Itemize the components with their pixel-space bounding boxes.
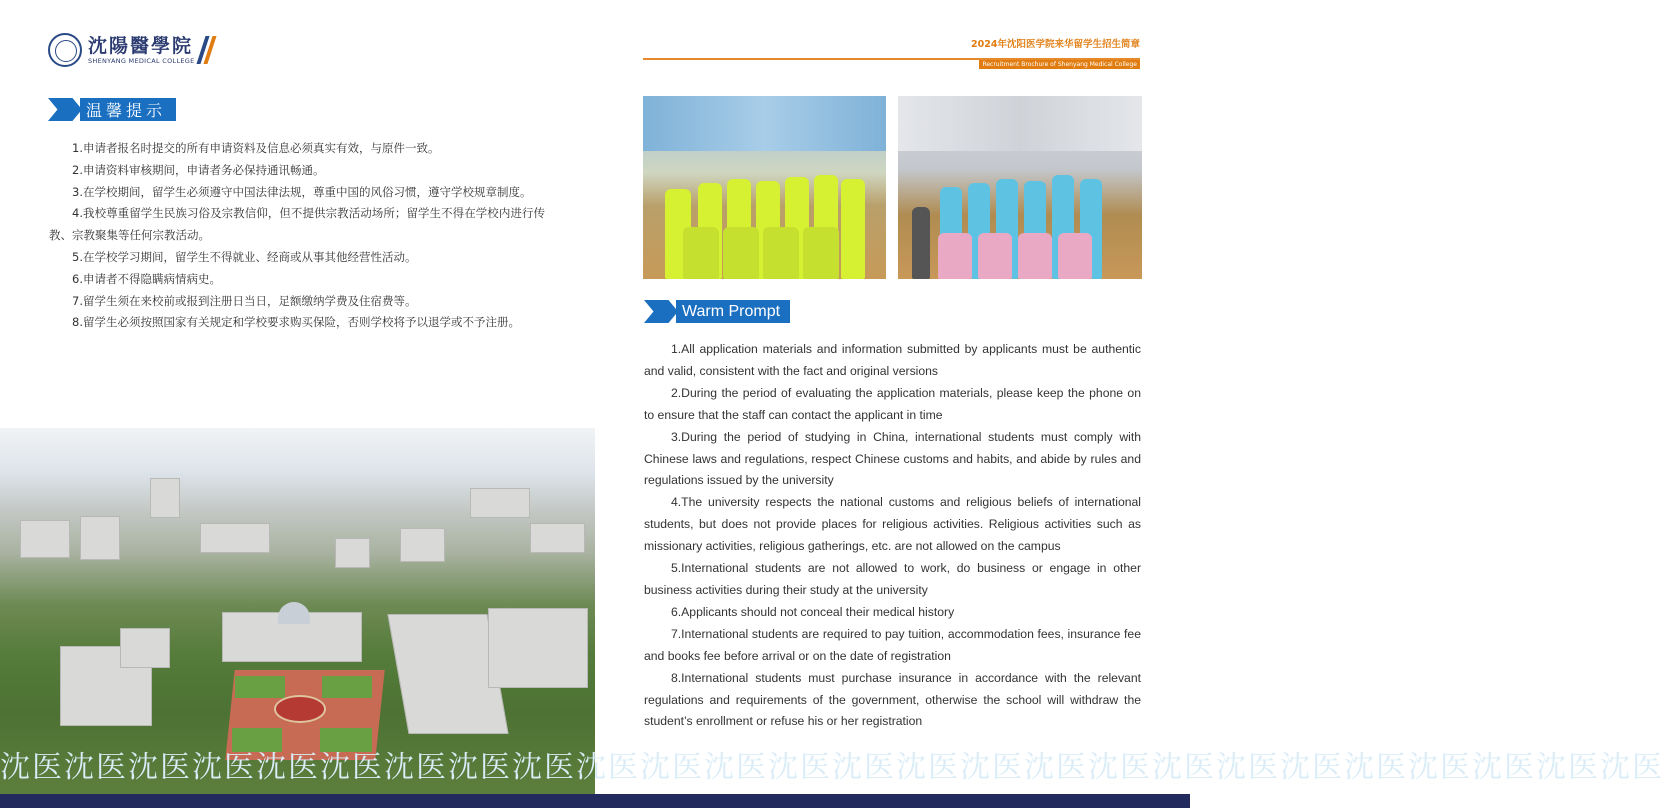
en-notice-item: 3.During the period of studying in China, international students must comply with Chinese laws and regulations, respect Chinese customs and habits, and abide by rules and regulations issued by the university <box>644 429 1141 488</box>
campus-emblem-icon <box>274 695 326 723</box>
en-notice-list <box>644 339 1141 733</box>
en-notice-item: 4.The university respects the national customs and religious beliefs of international students, but does not provide places for religious activities. Religious activities such as missionary activities, religious gatherings, etc. are not allowed on the campus <box>644 495 1141 554</box>
en-notice-item: 2.During the period of evaluating the application materials, please keep the phone on to ensure that the staff can contact the applicant in time <box>644 385 1141 422</box>
bottom-bar <box>0 794 1190 808</box>
logo-chinese-name: 沈陽醫學院 <box>88 35 194 57</box>
cn-notice-item: 4.我校尊重留学生民族习俗及宗教信仰，但不提供宗教活动场所；留学生不得在学校内进行传教、宗教聚集等任何宗教活动。 <box>49 206 545 243</box>
college-logo <box>48 30 212 70</box>
decorative-calligraphy-pattern: 沈医沈医沈医沈医沈医沈医沈医沈医沈医沈医沈医沈医沈医沈医沈医沈医沈医沈医沈医沈医沈医沈医沈医沈医沈医沈医 <box>0 750 1664 785</box>
cn-notice-item: 7.留学生须在来校前或报到注册日当日，足额缴纳学费及住宿费等。 <box>72 293 417 308</box>
campus-aerial-photo <box>0 428 595 794</box>
en-notice-item: 5.International students are not allowed to work, do business or engage in other business activities during their study at the university <box>644 561 1141 597</box>
en-notice-item: 8.International students must purchase insurance in accordance with the relevant regulations and requirements of the government, otherwise the school will withdraw the student’s enrollment or refuse his or her registration <box>644 670 1141 729</box>
logo-stripes-icon <box>201 36 212 64</box>
cn-notice-item: 2.申请资料审核期间，申请者务必保持通讯畅通。 <box>72 162 325 177</box>
logo-english-name: SHENYANG MEDICAL COLLEGE <box>88 57 195 65</box>
brochure-title-en: Recruitment Brochure of Shenyang Medical College <box>979 60 1140 69</box>
chevron-right-icon <box>644 300 678 323</box>
volleyball-team-photo-2 <box>898 96 1142 279</box>
en-notice-item: 6.Applicants should not conceal their medical history <box>671 604 955 619</box>
cn-notice-item: 8.留学生必须按照国家有关规定和学校要求购买保险，否则学校将予以退学或不予注册。 <box>72 315 520 330</box>
cn-section-title-label: 温馨提示 <box>80 98 176 121</box>
volleyball-team-photo-1 <box>643 96 886 279</box>
cn-notice-item: 1.申请者报名时提交的所有申请资料及信息必须真实有效，与原件一致。 <box>72 141 440 155</box>
brochure-header <box>971 39 1140 70</box>
header-divider <box>643 58 1140 60</box>
brochure-title-cn: 2024年沈阳医学院来华留学生招生简章 <box>971 39 1140 50</box>
cn-notice-item: 3.在学校期间，留学生必须遵守中国法律法规，尊重中国的风俗习惯，遵守学校规章制度。 <box>72 184 532 199</box>
chevron-right-icon <box>48 98 82 121</box>
en-notice-item: 7.International students are required to pay tuition, accommodation fees, insurance fee and books fee before arrival or on the date of registration <box>644 626 1141 663</box>
en-section-title <box>644 300 790 323</box>
cn-notice-list <box>49 138 545 334</box>
en-notice-item: 1.All application materials and information submitted by applicants must be authentic and valid, consistent with the fact and original versions <box>644 342 1141 378</box>
en-section-title-label: Warm Prompt <box>676 300 790 323</box>
college-seal-icon <box>48 33 82 67</box>
cn-notice-item: 6.申请者不得隐瞒病情病史。 <box>72 271 221 286</box>
cn-notice-item: 5.在学校学习期间，留学生不得就业、经商或从事其他经营性活动。 <box>72 249 417 264</box>
cn-section-title <box>48 98 176 121</box>
